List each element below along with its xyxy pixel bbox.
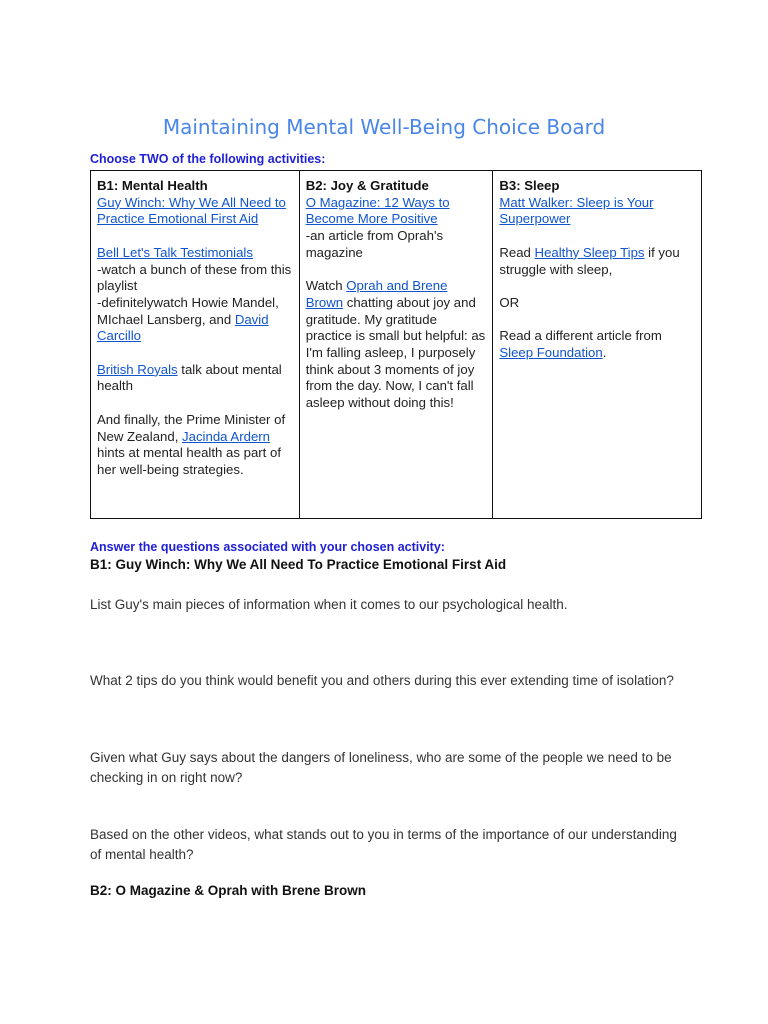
link-jacinda-ardern[interactable]: Jacinda Ardern (182, 428, 271, 444)
cell-b2 (299, 171, 493, 519)
page-title: Maintaining Mental Well-Being Choice Board (162, 115, 606, 139)
link-guy-winch[interactable]: Guy Winch: Why We All Need to Practice Emotional First Aid (97, 194, 286, 227)
b1-text-prime-minister: And finally, the Prime Minister of New Zealand, (97, 411, 286, 444)
question-2: What 2 tips do you think would benefit you and others during this ever extending time of isolation? (90, 673, 674, 688)
b2-text-watch: Watch (305, 278, 347, 294)
choice-board-table (90, 170, 702, 519)
b3-text-different-article: Read a different article from (499, 328, 662, 344)
section-b1-heading: B1: Guy Winch: Why We All Need To Practice Emotional First Aid (90, 557, 507, 572)
link-british-royals[interactable]: British Royals (97, 361, 178, 377)
link-o-magazine[interactable]: O Magazine: 12 Ways to Become More Positive (305, 194, 450, 227)
b3-text-struggle: if you struggle with sleep, (499, 244, 680, 277)
b2-heading: B2: Joy & Gratitude (305, 178, 429, 193)
question-3: Given what Guy says about the dangers of loneliness, who are some of the people we need to be checking in on right now? (90, 750, 672, 785)
b1-text-strategies: hints at mental health as part of her well-being strategies. (97, 445, 282, 477)
b1-text-playlist: -watch a bunch of these from this playlist (97, 261, 292, 294)
choose-instruction: Choose TWO of the following activities: (90, 152, 326, 166)
b1-text-royals: talk about mental health (97, 361, 282, 394)
link-matt-walker[interactable]: Matt Walker: Sleep is Your Superpower (499, 194, 654, 227)
b1-heading: B1: Mental Health (97, 178, 208, 193)
answer-instruction: Answer the questions associated with your chosen activity: (90, 540, 445, 554)
b3-text-period: . (602, 344, 607, 360)
link-bell-lets-talk[interactable]: Bell Let's Talk Testimonials (97, 244, 253, 260)
section-b2-heading: B2: O Magazine & Oprah with Brene Brown (90, 883, 367, 898)
cell-b1 (91, 171, 300, 519)
b3-text-read: Read (499, 244, 535, 260)
question-4: Based on the other videos, what stands out to you in terms of the importance of our understanding of mental health? (90, 827, 677, 862)
link-david-carcillo[interactable]: David Carcillo (97, 311, 269, 344)
b3-heading: B3: Sleep (499, 178, 560, 193)
cell-b3 (493, 171, 702, 519)
link-oprah-brene-brown[interactable]: Oprah and Brene Brown (305, 278, 448, 310)
b2-text-gratitude: chatting about joy and gratitude. My gratitude practice is small but helpful: as I'm falling asleep, I purposely think about 3 moments of joy from the day. Now, I can't fall asleep without doing this! (305, 294, 486, 411)
b3-text-or: OR (499, 294, 520, 310)
link-healthy-sleep-tips[interactable]: Healthy Sleep Tips (534, 244, 645, 260)
link-sleep-foundation[interactable]: Sleep Foundation (499, 344, 603, 360)
question-1: List Guy's main pieces of information when it comes to our psychological health. (90, 597, 568, 612)
b2-text-article: -an article from Oprah's magazine (305, 228, 444, 260)
b1-text-definitely: -definitelywatch Howie Mandel, MIchael Lansberg, and (97, 294, 279, 327)
